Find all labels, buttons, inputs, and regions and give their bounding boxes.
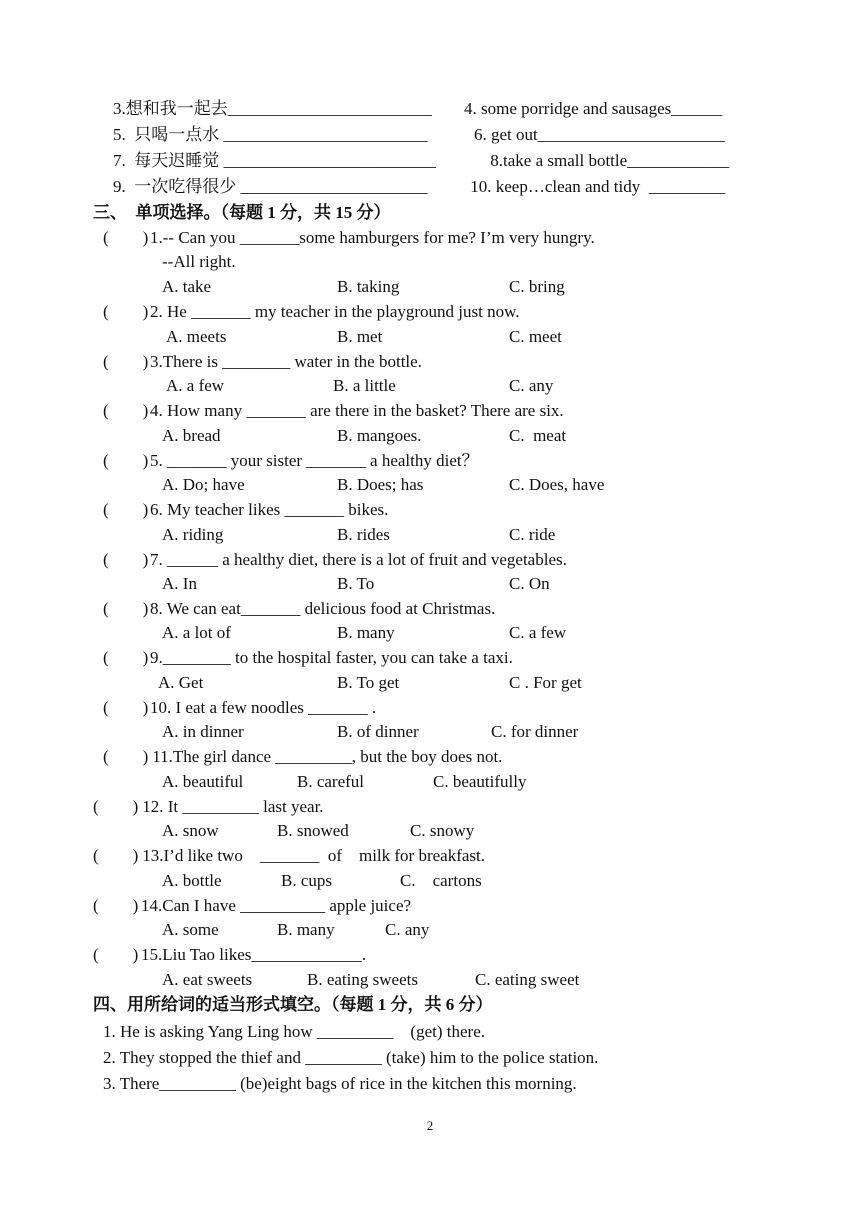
q7-option-b: B. To <box>337 574 375 593</box>
q5-option-b: B. Does; has <box>337 475 424 494</box>
q10-option-b: B. of dinner <box>337 722 419 741</box>
q6-paren: ( ) <box>103 500 149 519</box>
q3-paren: ( ) <box>103 352 149 371</box>
q6-stem: 6. My teacher likes _______ bikes. <box>150 500 389 519</box>
q11-stem: 11.The girl dance _________, but the boy does not. <box>148 747 503 766</box>
q7-stem: 7. ______ a healthy diet, there is a lot of fruit and vegetables. <box>150 550 567 569</box>
q13-option-a: A. bottle <box>162 871 222 890</box>
q13-option-b: B. cups <box>281 871 332 890</box>
q10-option-a: A. in dinner <box>162 722 244 741</box>
q8-paren: ( ) <box>103 599 149 618</box>
q15-option-b: B. eating sweets <box>307 970 418 989</box>
q14-option-c: C. any <box>385 920 430 939</box>
q9-option-b: B. To get <box>337 673 400 692</box>
q3-option-a: A. a few <box>166 376 225 395</box>
q12-stem: 12. It _________ last year. <box>138 797 324 816</box>
q4-option-c: C. meat <box>509 426 567 445</box>
q9-paren: ( ) <box>103 648 149 667</box>
q2-stem: 2. He _______ my teacher in the playground just now. <box>150 302 520 321</box>
q11-option-a: A. beautiful <box>162 772 244 791</box>
fill-item-1: 1. He is asking Yang Ling how _________ (get) there. <box>103 1022 485 1041</box>
q4-paren: ( ) <box>103 401 149 420</box>
q7-option-a: A. In <box>162 574 197 593</box>
q8-option-a: A. a lot of <box>162 623 231 642</box>
q14-option-a: A. some <box>162 920 219 939</box>
q12-option-b: B. snowed <box>277 821 349 840</box>
page-number: 2 <box>426 1118 434 1133</box>
fill-item-3: 3. There_________ (be)eight bags of rice in the kitchen this morning. <box>103 1074 577 1093</box>
q6-option-b: B. rides <box>337 525 390 544</box>
translation-left-1: 3.想和我一起去________________________ <box>113 99 432 118</box>
q11-option-b: B. careful <box>297 772 365 791</box>
q3-option-c: C. any <box>509 376 554 395</box>
translation-left-4: 9. 一次吃得很少 ______________________ <box>113 177 428 196</box>
translation-right-4: 10. keep…clean and tidy _________ <box>466 177 726 196</box>
q6-option-a: A. riding <box>162 525 224 544</box>
q10-stem: 10. I eat a few noodles _______ . <box>150 698 377 717</box>
q11-paren: ( ) <box>103 747 149 766</box>
q4-option-a: A. bread <box>162 426 221 445</box>
section-4-heading: 四、用所给词的适当形式填空。（每题 1 分，共 6 分） <box>93 995 493 1014</box>
q1-option-a: A. take <box>162 277 212 296</box>
q8-stem: 8. We can eat_______ delicious food at Christmas. <box>150 599 496 618</box>
q4-stem: 4. How many _______ are there in the basket? There are six. <box>150 401 564 420</box>
q3-option-b: B. a little <box>333 376 396 395</box>
q13-stem: 13.I’d like two _______ of milk for breakfast. <box>138 846 486 865</box>
fill-item-2: 2. They stopped the thief and _________ (take) him to the police station. <box>103 1048 599 1067</box>
translation-left-2: 5. 只喝一点水 ________________________ <box>113 125 428 144</box>
q6-option-c: C. ride <box>509 525 556 544</box>
q1-option-c: C. bring <box>509 277 565 296</box>
q1-extra: --All right. <box>162 252 236 271</box>
q2-option-c: C. meet <box>509 327 562 346</box>
q9-stem: 9.________ to the hospital faster, you can take a taxi. <box>150 648 513 667</box>
q8-option-b: B. many <box>337 623 395 642</box>
q13-option-c: C. cartons <box>400 871 482 890</box>
q1-stem: 1.-- Can you _______some hamburgers for me? I’m very hungry. <box>150 228 595 247</box>
translation-right-3: 8.take a small bottle____________ <box>486 151 730 170</box>
q15-option-c: C. eating sweet <box>475 970 580 989</box>
q5-paren: ( ) <box>103 451 149 470</box>
q5-option-a: A. Do; have <box>162 475 245 494</box>
q9-option-a: A. Get <box>158 673 204 692</box>
q11-option-c: C. beautifully <box>433 772 527 791</box>
q5-stem: 5. _______ your sister _______ a healthy diet？ <box>150 451 479 470</box>
q4-option-b: B. mangoes. <box>337 426 422 445</box>
q12-option-a: A. snow <box>162 821 219 840</box>
translation-right-1: 4. some porridge and sausages______ <box>464 99 723 118</box>
q13-paren: ( ) <box>93 846 139 865</box>
q14-paren: ( ) <box>93 896 139 915</box>
q7-paren: ( ) <box>103 550 149 569</box>
q14-stem: 14.Can I have __________ apple juice? <box>141 896 412 915</box>
q1-option-b: B. taking <box>337 277 400 296</box>
q1-paren: ( ) <box>103 228 149 247</box>
q10-paren: ( ) <box>103 698 149 717</box>
q2-option-a: A. meets <box>166 327 227 346</box>
q15-paren: ( ) <box>93 945 139 964</box>
q2-paren: ( ) <box>103 302 149 321</box>
q15-option-a: A. eat sweets <box>162 970 253 989</box>
q15-stem: 15.Liu Tao likes_____________. <box>141 945 367 964</box>
q12-option-c: C. snowy <box>410 821 475 840</box>
translation-left-3: 7. 每天迟睡觉 _________________________ <box>113 151 436 170</box>
q8-option-c: C. a few <box>509 623 567 642</box>
q9-option-c: C . For get <box>509 673 582 692</box>
q5-option-c: C. Does, have <box>509 475 605 494</box>
translation-right-2: 6. get out______________________ <box>474 125 725 144</box>
q7-option-c: C. On <box>509 574 550 593</box>
q3-stem: 3.There is ________ water in the bottle. <box>150 352 422 371</box>
q2-option-b: B. met <box>337 327 383 346</box>
section-3-heading: 三、 单项选择。（每题 1 分，共 15 分） <box>93 203 391 222</box>
q10-option-c: C. for dinner <box>491 722 579 741</box>
q14-option-b: B. many <box>277 920 335 939</box>
q12-paren: ( ) <box>93 797 139 816</box>
